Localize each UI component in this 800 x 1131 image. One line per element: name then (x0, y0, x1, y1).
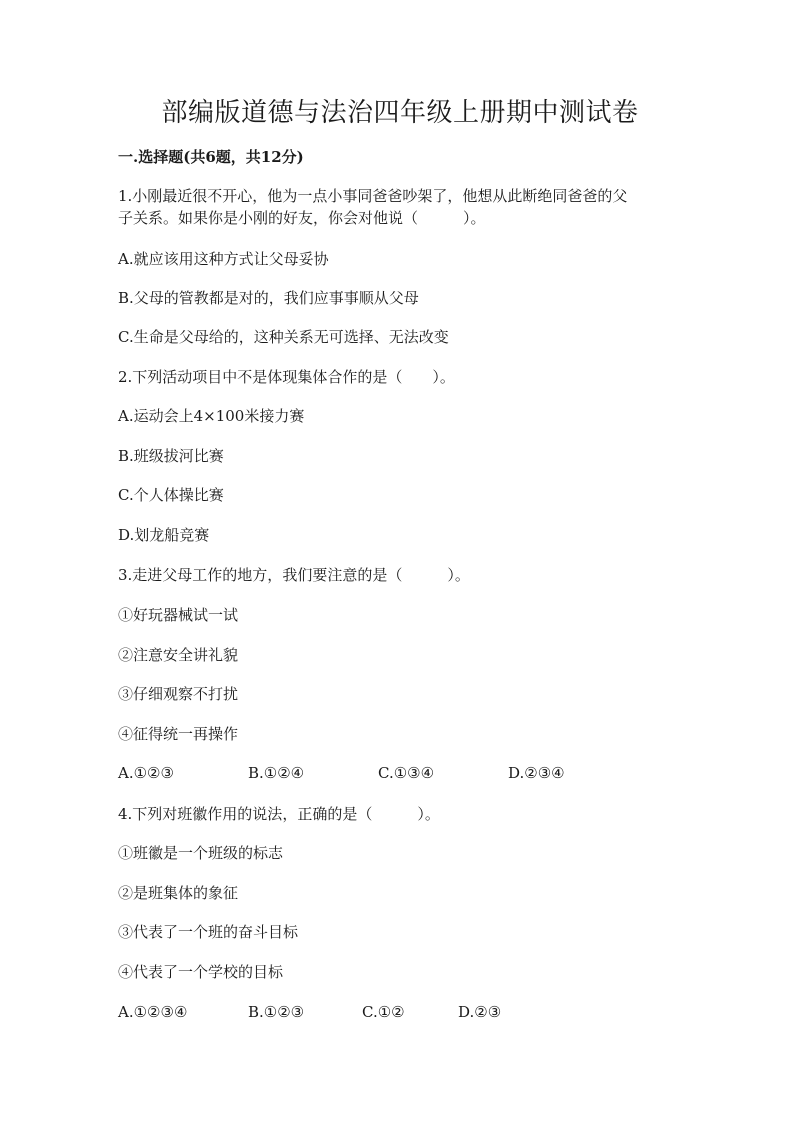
section-heading: 一.选择题(共6题，共12分) (118, 148, 304, 166)
question-4-option-b: B.①②③ (248, 1003, 305, 1021)
question-2-option-d: D.划龙船竞赛 (118, 526, 210, 544)
question-1-option-c: C.生命是父母给的，这种关系无可选择、无法改变 (118, 328, 449, 346)
question-3-option-d: D.②③④ (508, 764, 565, 782)
question-3-item-3: ③仔细观察不打扰 (118, 685, 239, 703)
question-3-item-4: ④征得统一再操作 (118, 725, 239, 743)
question-4-option-a: A.①②③④ (118, 1003, 188, 1021)
question-2-option-a: A.运动会上4×100米接力赛 (118, 407, 305, 425)
question-4-item-4: ④代表了一个学校的目标 (118, 963, 284, 981)
question-4-stem: 4.下列对班徽作用的说法，正确的是（ ）。 (118, 805, 440, 823)
question-3-item-1: ①好玩器械试一试 (118, 606, 239, 624)
question-3-option-a: A.①②③ (118, 764, 174, 782)
question-1-stem-line-1: 1.小刚最近很不开心，他为一点小事同爸爸吵架了，他想从此断绝同爸爸的父 (118, 187, 628, 205)
question-3-option-c: C.①③④ (378, 764, 435, 782)
question-1-option-b: B.父母的管教都是对的，我们应事事顺从父母 (118, 289, 419, 307)
question-4-option-d: D.②③ (458, 1003, 502, 1021)
question-4-item-3: ③代表了一个班的奋斗目标 (118, 923, 299, 941)
question-4-option-c: C.①② (362, 1003, 405, 1021)
question-2-stem: 2.下列活动项目中不是体现集体合作的是（ ）。 (118, 368, 455, 386)
page-title: 部编版道德与法治四年级上册期中测试卷 (161, 98, 639, 128)
question-2-option-c: C.个人体操比赛 (118, 486, 224, 504)
question-3-item-2: ②注意安全讲礼貌 (118, 646, 239, 664)
question-1-stem (118, 185, 678, 229)
question-3-option-b: B.①②④ (248, 764, 305, 782)
question-2-option-b: B.班级拔河比赛 (118, 447, 224, 465)
question-4-item-1: ①班徽是一个班级的标志 (118, 844, 284, 862)
question-4-item-2: ②是班集体的象征 (118, 884, 239, 902)
question-3-stem: 3.走进父母工作的地方，我们要注意的是（ ）。 (118, 566, 470, 584)
question-1-stem-line-2: 子关系。如果你是小刚的好友，你会对他说（ ）。 (118, 209, 486, 227)
question-1-option-a: A.就应该用这种方式让父母妥协 (118, 250, 329, 268)
